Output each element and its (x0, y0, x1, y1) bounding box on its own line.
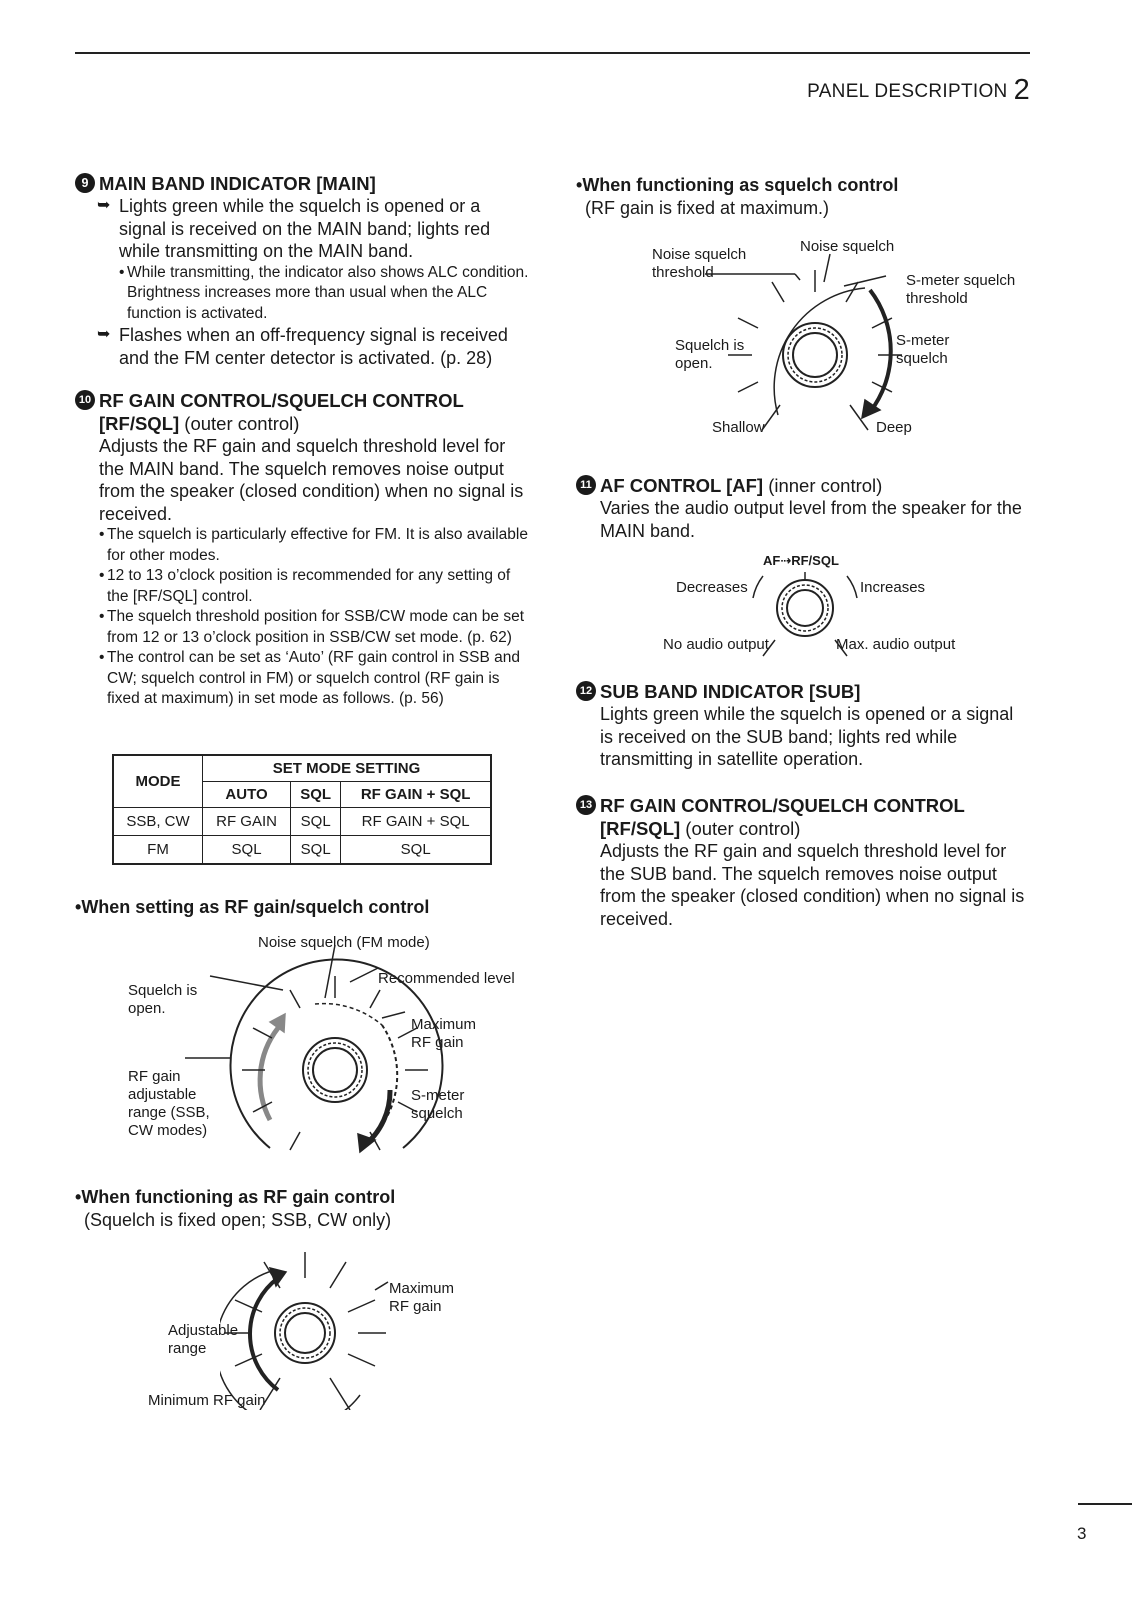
fig1-smeter-label: S-meter squelch (411, 1087, 465, 1122)
section-number-badge: 12 (576, 681, 596, 701)
caption-text: When functioning as squelch control (582, 175, 899, 195)
item-text: Lights green while the squelch is opened or a signal is received on the MAIN band; lights red while transmitting on the MAIN band. (119, 196, 491, 261)
caption-sub: (Squelch is fixed open; SSB, CW only) (84, 1209, 392, 1230)
section-11 (576, 474, 1031, 542)
table-cell: SQL (203, 836, 291, 865)
bullet-icon: • (119, 263, 125, 281)
fig1-rf-range-label: RF gain adjustable range (SSB, CW modes) (128, 1068, 210, 1139)
fig3-knob-diagram (700, 250, 980, 440)
chapter-number: 2 (1013, 74, 1030, 106)
section-13 (576, 794, 1031, 930)
table-header: SQL (291, 782, 341, 808)
bullet-icon: • (99, 608, 105, 625)
section-body: Varies the audio output level from the speaker for the MAIN band. (600, 498, 1022, 541)
bullet-icon: • (99, 649, 105, 666)
fig3-shallow-label: Shallow (712, 419, 765, 436)
top-rule (75, 52, 1030, 54)
table-cell: RF GAIN (203, 808, 291, 836)
fig4-decreases-label: Decreases (676, 579, 748, 596)
page-header (807, 74, 1030, 107)
fig3-smeter-label: S-meter squelch (896, 332, 950, 367)
table-row (113, 836, 491, 865)
left-column (75, 172, 530, 710)
table-cell: SQL (291, 836, 341, 865)
item-text: Flashes when an off-frequency signal is received and the FM center detector is activated. (p. 28) (119, 325, 508, 368)
table-row (113, 808, 491, 836)
fig4-increases-label: Increases (860, 579, 926, 596)
section-title-sub: (outer control) (184, 413, 300, 434)
fig4-top-label: AF⇢RF/SQL (763, 553, 839, 568)
figure-2-caption: •When functioning as RF gain control (Squelch is fixed open; SSB, CW only) (75, 1187, 396, 1230)
section-12 (576, 680, 1031, 771)
section-title-sub: (outer control) (685, 818, 801, 839)
bullet-text: 12 to 13 o’clock position is recommended for any setting of the [RF/SQL] control. (107, 567, 511, 605)
table-header: RF GAIN + SQL (341, 782, 491, 808)
section-number-badge: 9 (75, 173, 95, 193)
arrow-icon: ➥ (97, 197, 111, 214)
section-13-heading (576, 794, 1031, 840)
fig3-smeter-thr-label: S-meter squelch threshold (906, 272, 1016, 307)
fig1-max-rf-label: Maximum RF gain (411, 1016, 477, 1051)
section-12-heading (576, 680, 1031, 703)
table-cell: RF GAIN + SQL (341, 808, 491, 836)
bullet-item (75, 648, 530, 710)
bullet-item (75, 525, 530, 566)
figure-1-caption: •When setting as RF gain/squelch control (75, 897, 430, 917)
section-body: Adjusts the RF gain and squelch threshold level for the MAIN band. The squelch removes noise output from the speaker (closed condition) when no signal is received. (99, 436, 524, 524)
fig4-knob-diagram (745, 568, 865, 658)
page-number: 3 (1077, 1524, 1087, 1543)
figure-3-caption: •When functioning as squelch control (RF gain is fixed at maximum.) (576, 175, 899, 218)
bullet-text: The squelch threshold position for SSB/CW mode can be set from 12 or 13 o’clock position in SSB/CW set mode. (p. 62) (107, 608, 524, 646)
fig1-recommended-label: Recommended level (378, 970, 515, 987)
bullet-icon: • (99, 526, 105, 543)
fig1-knob-diagram (120, 940, 520, 1170)
table-cell: FM (113, 836, 203, 865)
note-item (75, 263, 530, 325)
table-header: AUTO (203, 782, 291, 808)
section-number-badge: 10 (75, 390, 95, 410)
table-header-group: SET MODE SETTING (203, 755, 492, 782)
fig1-noise-squelch-label: Noise squelch (FM mode) (258, 934, 430, 951)
bullet-text: The control can be set as ‘Auto’ (RF gain control in SSB and CW; squelch control in FM) or squelch control (RF gain is fixed at maximum) in set mode as follows. (p. 56) (107, 649, 520, 707)
fig1-squelch-open-label: Squelch is open. (128, 982, 198, 1017)
bullet-item (75, 607, 530, 648)
table-header-mode: MODE (113, 755, 203, 808)
fig2-max-rf-label: Maximum RF gain (389, 1280, 455, 1315)
fig3-deep-label: Deep (876, 419, 912, 436)
section-9-heading (75, 172, 530, 195)
fig2-adj-range-label: Adjustable range (168, 1322, 239, 1357)
section-title-2: [RF/SQL] (99, 413, 180, 434)
header-title: PANEL DESCRIPTION (807, 81, 1008, 102)
footer-rule (1078, 1503, 1132, 1505)
table-cell: SQL (341, 836, 491, 865)
section-10-heading (75, 389, 530, 435)
bullet-item (75, 566, 530, 607)
section-11-heading (576, 474, 1031, 497)
fig3-noise-thr-label: Noise squelch threshold (652, 246, 747, 281)
fig2-min-rf-label: Minimum RF gain (148, 1392, 266, 1409)
bullet-icon: • (99, 567, 105, 584)
table-cell: SQL (291, 808, 341, 836)
section-body: Lights green while the squelch is opened or a signal is received on the SUB band; lights red while transmitting in satellite operation. (600, 704, 1014, 769)
note-text: While transmitting, the indicator also shows ALC condition. Brightness increases more than usual when the ALC function is activated. (127, 263, 529, 322)
section-title: MAIN BAND INDICATOR [MAIN] (99, 173, 376, 194)
section-body: Adjusts the RF gain and squelch threshold level for the SUB band. The squelch removes noise output from the speaker (closed condition) when no signal is received. (600, 841, 1025, 929)
section-number-badge: 11 (576, 475, 596, 495)
caption-text: When functioning as RF gain control (81, 1187, 396, 1207)
fig2-knob-diagram (220, 1250, 420, 1410)
section-title-2: [RF/SQL] (600, 818, 681, 839)
table-cell: SSB, CW (113, 808, 203, 836)
arrow-icon: ➥ (97, 326, 111, 343)
bullet-text: The squelch is particularly effective for FM. It is also available for other modes. (107, 526, 528, 564)
section-title-sub: (inner control) (768, 475, 883, 496)
fig3-noise-sq-label: Noise squelch (800, 238, 895, 255)
section-number-badge: 13 (576, 795, 596, 815)
section-title: RF GAIN CONTROL/SQUELCH CONTROL (99, 390, 464, 411)
fig3-squelch-open-label: Squelch is open. (675, 337, 745, 372)
fig4-max-audio-label: Max. audio output (836, 636, 956, 653)
caption-sub: (RF gain is fixed at maximum.) (585, 197, 830, 218)
set-mode-table (112, 754, 492, 865)
list-item (75, 324, 530, 369)
list-item (75, 195, 530, 263)
fig4-no-audio-label: No audio output (663, 636, 769, 653)
caption-text: When setting as RF gain/squelch control (81, 897, 430, 917)
section-title: RF GAIN CONTROL/SQUELCH CONTROL (600, 795, 965, 816)
section-title: SUB BAND INDICATOR [SUB] (600, 681, 861, 702)
section-title: AF CONTROL [AF] (600, 475, 764, 496)
